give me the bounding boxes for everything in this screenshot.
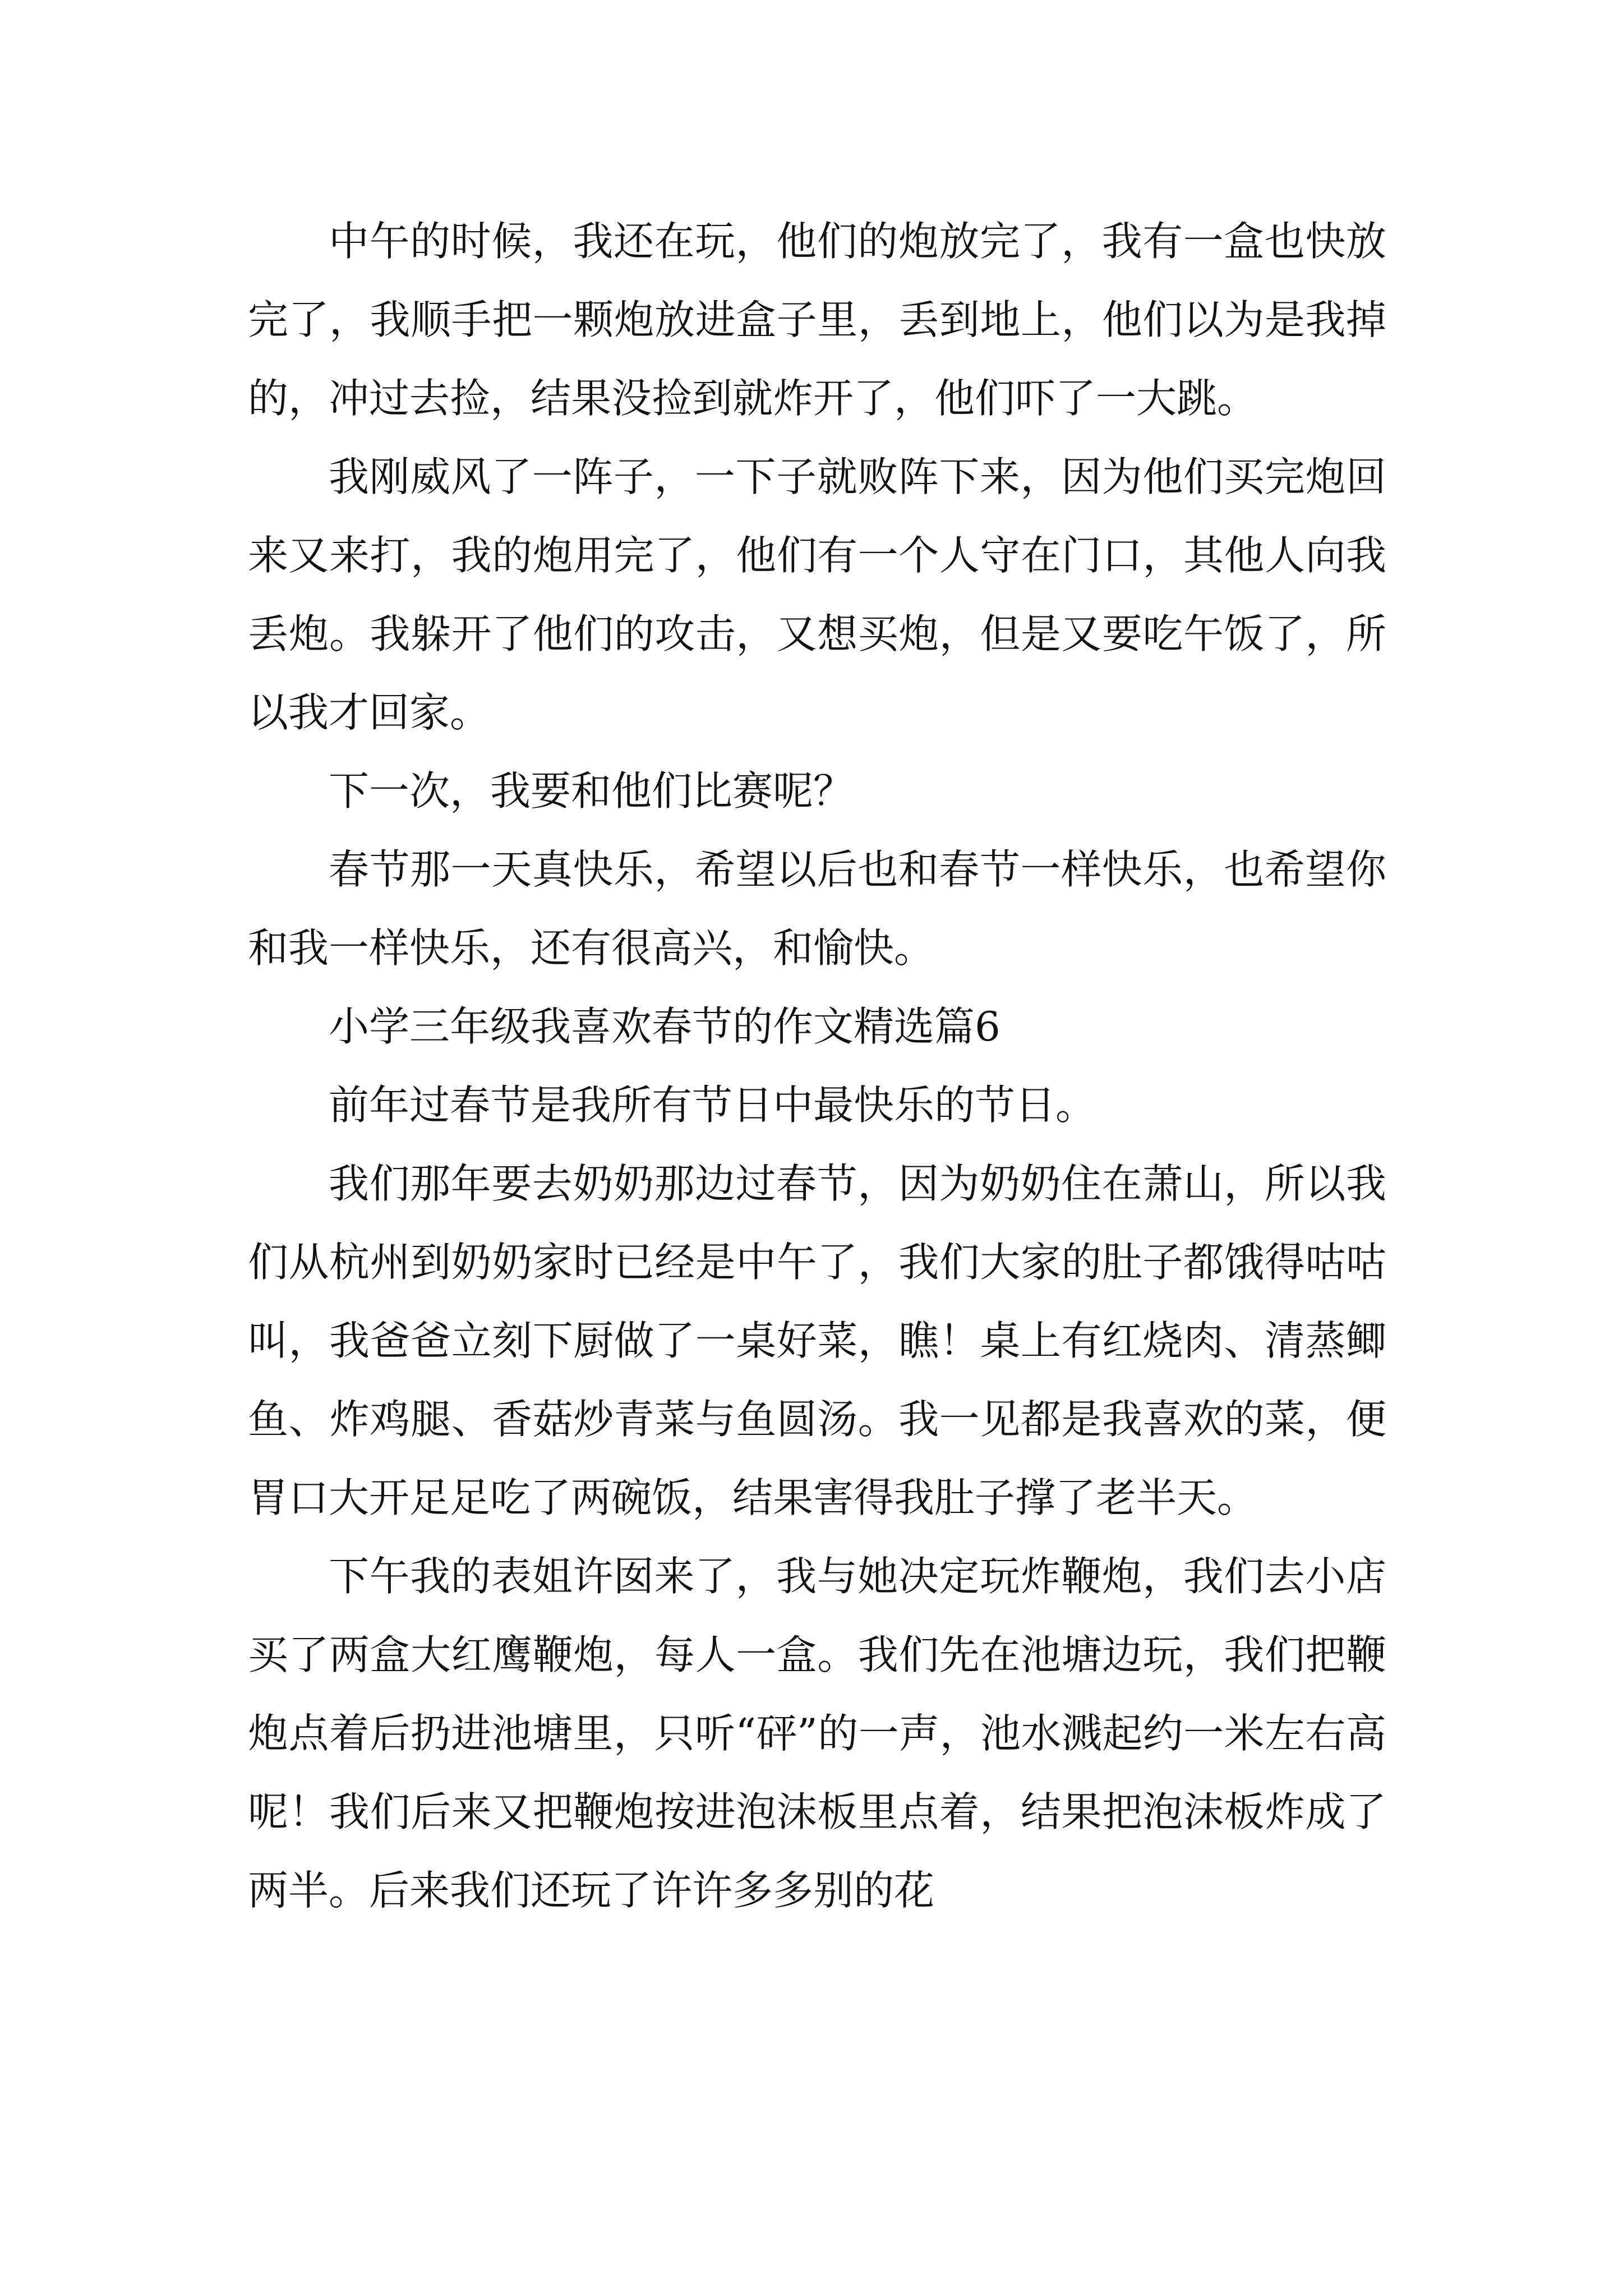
paragraph-6: 我们那年要去奶奶那边过春节，因为奶奶住在萧山，所以我们从杭州到奶奶家时已经是中午了，我们大家的肚子都饿得咕咕叫，我爸爸立刻下厨做了一桌好菜，瞧！桌上有红烧肉、清蒸鲫鱼、炸鸡腿、香菇炒青菜与鱼圆汤。我一见都是我喜欢的菜，便胃口大开足足吃了两碗饭，结果害得我肚子撑了老半天。 <box>248 1160 1386 1521</box>
paragraph-5: 前年过春节是我所有节日中最快乐的节日。 <box>329 1082 1096 1129</box>
paragraph-2: 我刚威风了一阵子，一下子就败阵下来，因为他们买完炮回来又来打，我的炮用完了，他们有一个人守在门口，其他人向我丢炮。我躲开了他们的攻击，又想买炮，但是又要吃午饭了，所以我才回家。 <box>248 453 1386 736</box>
paragraph-1: 中午的时候，我还在玩，他们的炮放完了，我有一盒也快放完了，我顺手把一颗炮放进盒子里，丢到地上，他们以为是我掉的，冲过去捡，结果没捡到就炸开了，他们吓了一大跳。 <box>248 218 1386 422</box>
paragraph-7: 下午我的表姐许囡来了，我与她决定玩炸鞭炮，我们去小店买了两盒大红鹰鞭炮，每人一盒。我们先在池塘边玩，我们把鞭炮点着后扔进池塘里，只听“砰”的一声，池水溅起约一米左右高呢！我们后来又把鞭炮按进泡沫板里点着，结果把泡沫板炸成了两半。后来我们还玩了许许多多别的花 <box>248 1553 1386 1914</box>
section-heading: 小学三年级我喜欢春节的作文精选篇6 <box>329 1003 1000 1050</box>
paragraph-4: 春节那一天真快乐，希望以后也和春节一样快乐，也希望你和我一样快乐，还有很高兴，和愉快。 <box>248 846 1386 972</box>
paragraph-3: 下一次，我要和他们比赛呢？ <box>329 767 854 815</box>
document-body <box>248 202 1386 1930</box>
